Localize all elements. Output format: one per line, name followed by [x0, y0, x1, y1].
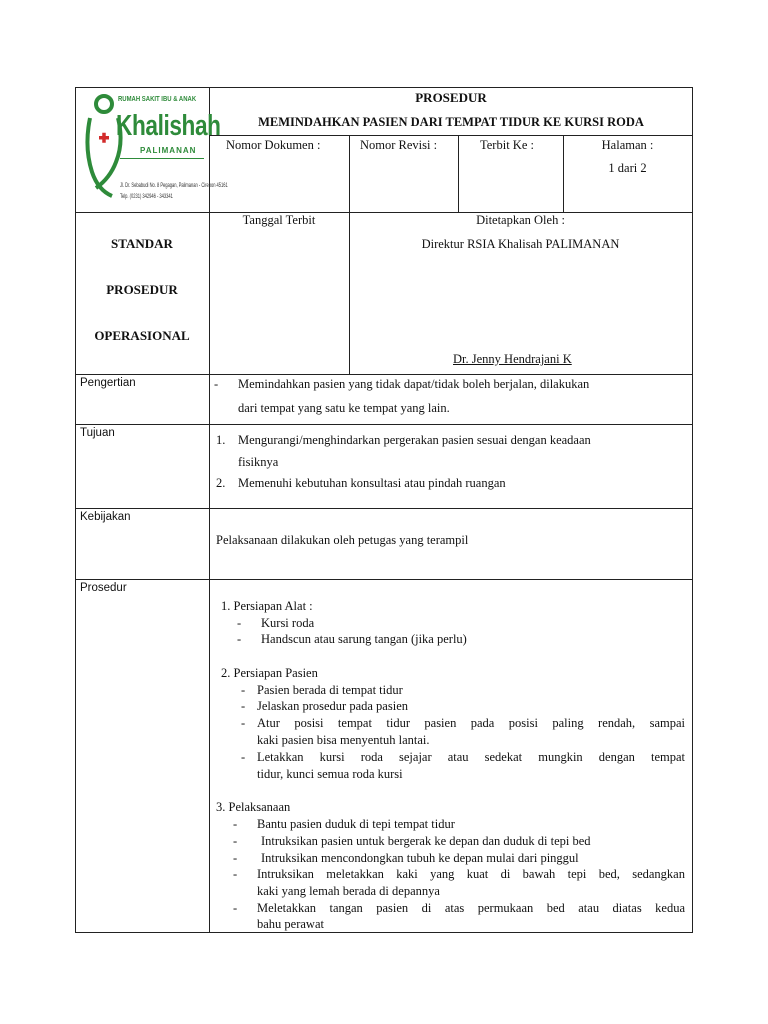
- prosedur-s2-title: 2. Persiapan Pasien: [221, 666, 318, 680]
- tujuan-num-1: 1.: [216, 433, 226, 447]
- prosedur-s1-title: 1. Persiapan Alat :: [221, 599, 313, 613]
- label-pengertian: Pengertian: [80, 377, 136, 389]
- logo-city: PALIMANAN: [140, 146, 197, 155]
- label-page: Halaman :: [601, 138, 654, 152]
- s2-dash-4: -: [241, 750, 246, 764]
- s3-dash-5: -: [233, 901, 238, 915]
- s1-item-1: Kursi roda: [261, 616, 315, 630]
- s1-dash-1: -: [237, 616, 242, 630]
- border-bottom: [75, 932, 693, 933]
- s3-dash-2: -: [233, 834, 238, 848]
- s2-item-1: Pasien berada di tempat tidur: [257, 683, 403, 697]
- label-revision: Nomor Revisi :: [360, 138, 438, 152]
- s2-item-3-cont: kaki pasien bisa menyentuh lantai.: [257, 733, 430, 747]
- label-issue: Terbit Ke :: [480, 138, 534, 152]
- s1-dash-2: -: [237, 632, 242, 646]
- label-prosedur: Prosedur: [80, 582, 127, 594]
- tujuan-item-1-line1: Mengurangi/menghindarkan pergerakan pasien sesuai dengan keadaan: [238, 433, 591, 447]
- label-kebijakan: Kebijakan: [80, 511, 131, 523]
- tujuan-num-2: 2.: [216, 476, 226, 490]
- s2-item-4-cont: tidur, kunci semua roda kursi: [257, 767, 403, 781]
- sop-standar: STANDAR: [111, 236, 173, 251]
- pengertian-line2: dari tempat yang satu ke tempat yang lain.: [238, 401, 450, 415]
- s3-dash-1: -: [233, 817, 238, 831]
- label-doc-number: Nomor Dokumen :: [226, 138, 321, 152]
- divider-row-kebijakan: [75, 508, 693, 509]
- value-page: 1 dari 2: [608, 161, 647, 175]
- title-procedure-name: MEMINDAHKAN PASIEN DARI TEMPAT TIDUR KE KURSI RODA: [258, 115, 644, 129]
- s3-item-1: Bantu pasien duduk di tepi tempat tidur: [257, 817, 455, 831]
- divider-col-revisi: [349, 135, 350, 374]
- s2-item-4: Letakkan kursi roda sejajar atau sedekat mungkin dengan tempat: [257, 750, 685, 764]
- s2-item-3: Atur posisi tempat tidur pasien pada posisi paling rendah, sampai: [257, 716, 685, 730]
- logo-address: Jl. Dr. Sebabudi No. 8 Pegagan, Palimanan - Cirebon 45161: [120, 182, 228, 189]
- hospital-logo: [80, 90, 228, 208]
- label-approved-by: Ditetapkan Oleh :: [476, 213, 565, 227]
- divider-row-pengertian: [75, 374, 693, 375]
- pengertian-line1: Memindahkan pasien yang tidak dapat/tidak boleh berjalan, dilakukan: [238, 377, 590, 391]
- sop-operasional: OPERASIONAL: [94, 328, 190, 343]
- tujuan-item-1-line2: fisiknya: [238, 455, 279, 469]
- s1-item-2: Handscun atau sarung tangan (jika perlu): [261, 632, 467, 646]
- s3-item-3: Intruksikan mencondongkan tubuh ke depan mulai dari pinggul: [261, 851, 579, 865]
- kebijakan-text: Pelaksanaan dilakukan oleh petugas yang terampil: [216, 533, 469, 547]
- s2-dash-3: -: [241, 716, 246, 730]
- pengertian-dash: -: [214, 377, 219, 391]
- s3-item-5-cont: bahu perawat: [257, 917, 324, 931]
- border-top: [75, 87, 693, 88]
- label-issue-date: Tanggal Terbit: [242, 213, 316, 227]
- s3-dash-4: -: [233, 867, 238, 881]
- prosedur-s3-title: 3. Pelaksanaan: [216, 800, 291, 814]
- s2-dash-1: -: [241, 683, 246, 697]
- s2-item-2: Jelaskan prosedur pada pasien: [257, 699, 408, 713]
- divider-row-prosedur: [75, 579, 693, 580]
- divider-col-terbit: [458, 135, 459, 212]
- divider-row-tujuan: [75, 424, 693, 425]
- logo-top-text: RUMAH SAKIT IBU & ANAK: [118, 96, 197, 103]
- logo-phone: Telp. (0231) 342946 - 343341: [120, 193, 173, 200]
- label-tujuan: Tujuan: [80, 427, 115, 439]
- border-left: [75, 87, 76, 933]
- s3-item-2: Intruksikan pasien untuk bergerak ke depan dan duduk di tepi bed: [261, 834, 591, 848]
- s3-dash-3: -: [233, 851, 238, 865]
- divider-header-subrow: [209, 135, 693, 136]
- title-prosedur: PROSEDUR: [415, 90, 487, 105]
- approver-title: Direktur RSIA Khalisah PALIMANAN: [421, 237, 620, 251]
- sop-prosedur: PROSEDUR: [106, 282, 178, 297]
- logo-name: Khalishah: [116, 110, 221, 142]
- logo-divider: [120, 158, 204, 159]
- tujuan-item-2-line1: Memenuhi kebutuhan konsultasi atau pindah ruangan: [238, 476, 506, 490]
- s2-dash-2: -: [241, 699, 246, 713]
- s3-item-4-cont: kaki yang lemah berada di depannya: [257, 884, 440, 898]
- approver-name: Dr. Jenny Hendrajani K: [453, 352, 572, 366]
- border-right: [692, 87, 693, 933]
- s3-item-5: Meletakkan tangan pasien di atas permukaan bed atau diatas kedua: [257, 901, 685, 915]
- s3-item-4: Intruksikan meletakkan kaki yang kuat di bawah tepi bed, sedangkan: [257, 867, 685, 881]
